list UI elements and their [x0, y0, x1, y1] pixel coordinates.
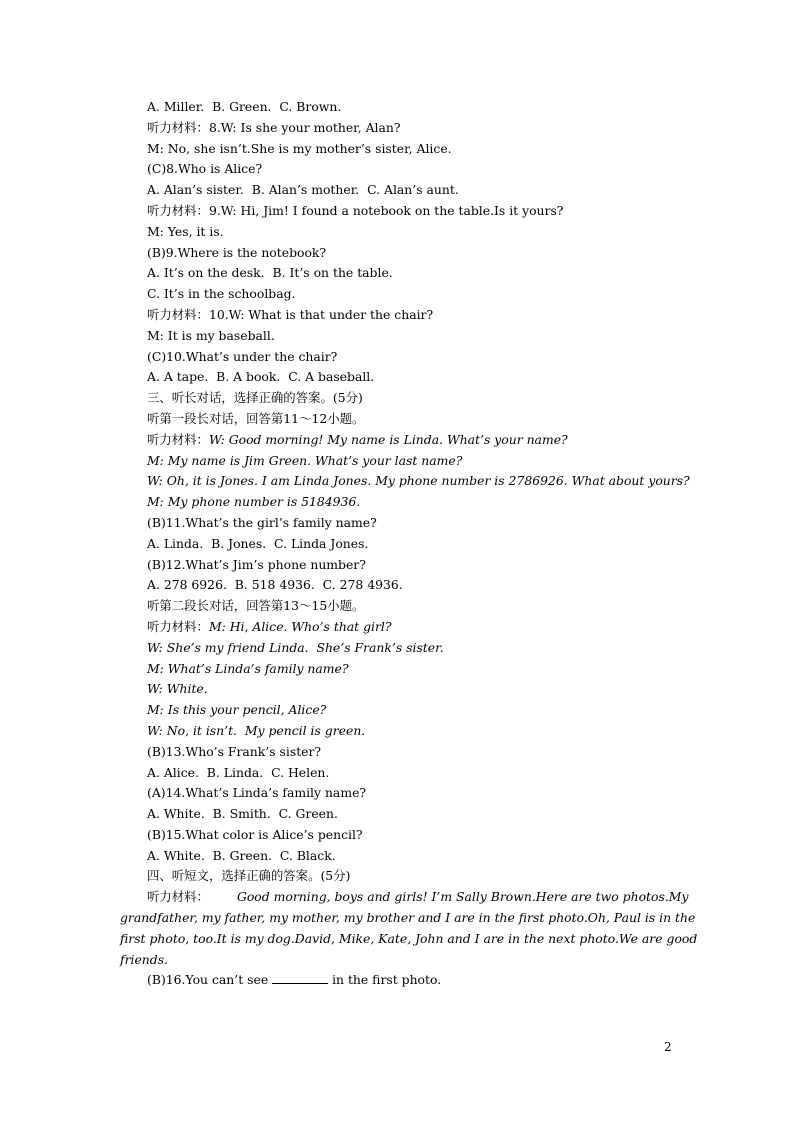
dialogue-line: W: No, it isn’t. My pencil is green. [147, 722, 366, 738]
passage-text: Good morning, boys and girls! I’m Sally Brown.Here are two photos.My grandfather, my father, my mother, my brother and I are in the first photo.Oh, Paul is in the first photo, too.It is my dog.David, Mike, Kate, John and I are in the next photo.We are good friends. [120, 889, 698, 967]
dialogue-line: M: My phone number is 5184936. [147, 494, 361, 510]
answer-options-13: A. Alice. B. Linda. C. Helen. [147, 764, 330, 780]
dialogue-text: M: Hi, Alice. Who’s that girl? [208, 618, 392, 634]
question-16 [120, 970, 700, 991]
question-14: (A)14.What’s Linda’s family name? [147, 785, 367, 801]
section-heading-3: 三、听长对话，选择正确的答案。(5分) [147, 390, 363, 406]
question-9: (B)9.Where is the notebook? [147, 244, 327, 260]
answer-options-11: A. Linda. B. Jones. C. Linda Jones. [147, 535, 369, 551]
listening-material-8: 听力材料：8.W: Is she your mother, Alan? [147, 119, 401, 135]
answer-options-9: A. It’s on the desk. B. It’s on the table. [147, 265, 393, 281]
answer-options-14: A. White. B. Smith. C. Green. [147, 806, 338, 822]
page-number: 2 [664, 1040, 672, 1054]
sub-heading-dialogue-1: 听第一段长对话，回答第11～12小题。 [147, 410, 365, 426]
material-label: 听力材料： [147, 618, 209, 634]
dialogue-line: W: She’s my friend Linda. She’s Frank’s sister. [147, 639, 444, 655]
answer-options-8: A. Alan’s sister. B. Alan’s mother. C. Alan’s aunt. [147, 182, 459, 198]
question-10: (C)10.What’s under the chair? [147, 348, 338, 364]
dialogue-line: M: Is this your pencil, Alice? [147, 702, 327, 718]
material-label: 听力材料： [147, 431, 209, 447]
sub-heading-dialogue-2: 听第二段长对话，回答第13～15小题。 [147, 598, 365, 614]
dialogue-text: W: Good morning! My name is Linda. What’s your name? [208, 431, 568, 447]
answer-options-7: A. Miller. B. Green. C. Brown. [147, 99, 342, 114]
answer-options-10: A. A tape. B. A book. C. A baseball. [147, 369, 375, 385]
dialogue-line: M: It is my baseball. [147, 327, 275, 343]
answer-options-15: A. White. B. Green. C. Black. [147, 847, 336, 863]
answer-options-9-c: C. It’s in the schoolbag. [147, 286, 296, 302]
question-13: (B)13.Who’s Frank’s sister? [147, 743, 322, 759]
dialogue-line: M: My name is Jim Green. What’s your last name? [147, 452, 463, 468]
dialogue-line: M: No, she isn’t.She is my mother’s sister, Alice. [147, 140, 452, 156]
answer-options-12: A. 278 6926. B. 518 4936. C. 278 4936. [147, 577, 403, 593]
dialogue-line: M: What’s Linda’s family name? [147, 660, 349, 676]
question-16-text-end: in the first photo. [332, 972, 442, 988]
question-12: (B)12.What’s Jim’s phone number? [147, 556, 366, 572]
document-body [120, 97, 700, 991]
question-11: (B)11.What’s the girl’s family name? [147, 514, 377, 530]
listening-material-10: 听力材料：10.W: What is that under the chair? [147, 306, 434, 322]
question-8: (C)8.Who is Alice? [147, 161, 263, 177]
dialogue-line: M: Yes, it is. [147, 223, 224, 239]
dialogue-line [120, 617, 700, 638]
answer-blank[interactable] [272, 971, 328, 984]
dialogue-line: W: Oh, it is Jones. I am Linda Jones. My phone number is 2786926. What about yours? [147, 473, 690, 489]
dialogue-line [120, 430, 700, 451]
material-label: 听力材料： [147, 889, 209, 905]
dialogue-line: W: White. [147, 681, 208, 697]
question-15: (B)15.What color is Alice’s pencil? [147, 826, 363, 842]
passage-paragraph [120, 887, 700, 970]
section-heading-4: 四、听短文，选择正确的答案。(5分) [147, 868, 351, 884]
listening-material-9: 听力材料：9.W: Hi, Jim! I found a notebook on the table.Is it yours? [147, 202, 564, 218]
question-16-text: (B)16.You can’t see [147, 972, 269, 988]
